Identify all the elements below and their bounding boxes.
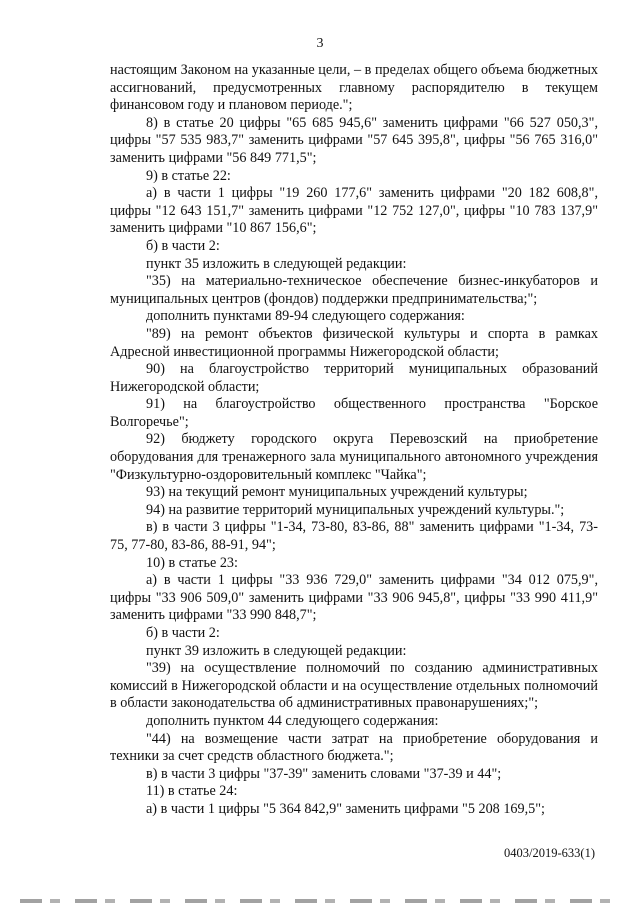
paragraph: а) в части 1 цифры "5 364 842,9" заменить цифрами "5 208 169,5";: [146, 800, 545, 817]
document-body: [110, 62, 598, 819]
paragraph: а) в части 1 цифры "19 260 177,6" заменить цифрами "20 182 608,8", цифры "12 643 151,7" заменить цифрами "12 752 127,0", цифры "10 783 137,9" заменить цифрами "10 867 156,6";: [110, 185, 598, 237]
paragraph: 11) в статье 24:: [146, 783, 238, 800]
paragraph: б) в части 2:: [146, 625, 220, 641]
paragraph: а) в части 1 цифры "33 936 729,0" заменить цифрами "34 012 075,9", цифры "33 906 509,0" заменить цифрами "33 906 945,8", цифры "33 990 411,9" заменить цифрами "33 990 848,7";: [110, 572, 598, 624]
paragraph: дополнить пунктом 44 следующего содержания:: [146, 712, 439, 729]
paragraph: в) в части 3 цифры "1-34, 73-80, 83-86, 88" заменить цифрами "1-34, 73-75, 77-80, 83-86, 88-91, 94";: [110, 519, 598, 554]
paragraph: 93) на текущий ремонт муниципальных учреждений культуры;: [146, 484, 528, 501]
paragraph: 10) в статье 23:: [146, 554, 238, 571]
paragraph: 92) бюджету городского округа Перевозский на приобретение оборудования для тренажерного зала муниципального автономного учреждения "Физкультурно-оздоровительный комплекс "Чайка";: [110, 431, 598, 483]
scan-edge-artifact: [20, 899, 620, 903]
paragraph: пункт 39 изложить в следующей редакции:: [146, 642, 407, 659]
paragraph: "44) на возмещение части затрат на приобретение оборудования и техники за счет средств областного бюджета.";: [110, 730, 598, 765]
paragraph: б) в части 2:: [146, 237, 220, 254]
document-code: 0403/2019-633(1): [504, 846, 595, 860]
paragraph: 90) на благоустройство территорий муниципальных образований Нижегородской области;: [110, 361, 598, 395]
paragraph: "89) на ремонт объектов физической культуры и спорта в рамках Адресной инвестиционной программы Нижегородской области;: [110, 325, 598, 360]
paragraph: 9) в статье 22:: [146, 167, 231, 184]
page-number: 3: [316, 36, 324, 51]
paragraph: "35) на материально-техническое обеспечение бизнес-инкубаторов и муниципальных центров (фондов) поддержки предпринимательства;";: [110, 273, 598, 307]
paragraph: дополнить пунктами 89-94 следующего содержания:: [146, 308, 465, 325]
paragraph: 8) в статье 20 цифры "65 685 945,6" заменить цифрами "66 527 050,3", цифры "57 535 983,7" заменить цифрами "57 645 395,8", цифры "56 765 316,0" заменить цифрами "56 849 771,5";: [110, 114, 598, 166]
paragraph: пункт 35 изложить в следующей редакции:: [146, 255, 407, 272]
paragraph: 94) на развитие территорий муниципальных учреждений культуры.";: [146, 501, 565, 518]
paragraph: "39) на осуществление полномочий по созданию административных комиссий в Нижегородской области и на осуществление отдельных полномочий в области законодательства об административных правонарушениях;";: [110, 660, 598, 712]
paragraph: настоящим Законом на указанные цели, – в пределах общего объема бюджетных ассигнований, предусмотренных главному распорядителю в текущем финансовом году и плановом периоде.";: [110, 62, 598, 114]
paragraph: 91) на благоустройство общественного пространства "Борское Волгоречье";: [110, 396, 598, 430]
paragraph: в) в части 3 цифры "37-39" заменить словами "37-39 и 44";: [146, 765, 502, 782]
